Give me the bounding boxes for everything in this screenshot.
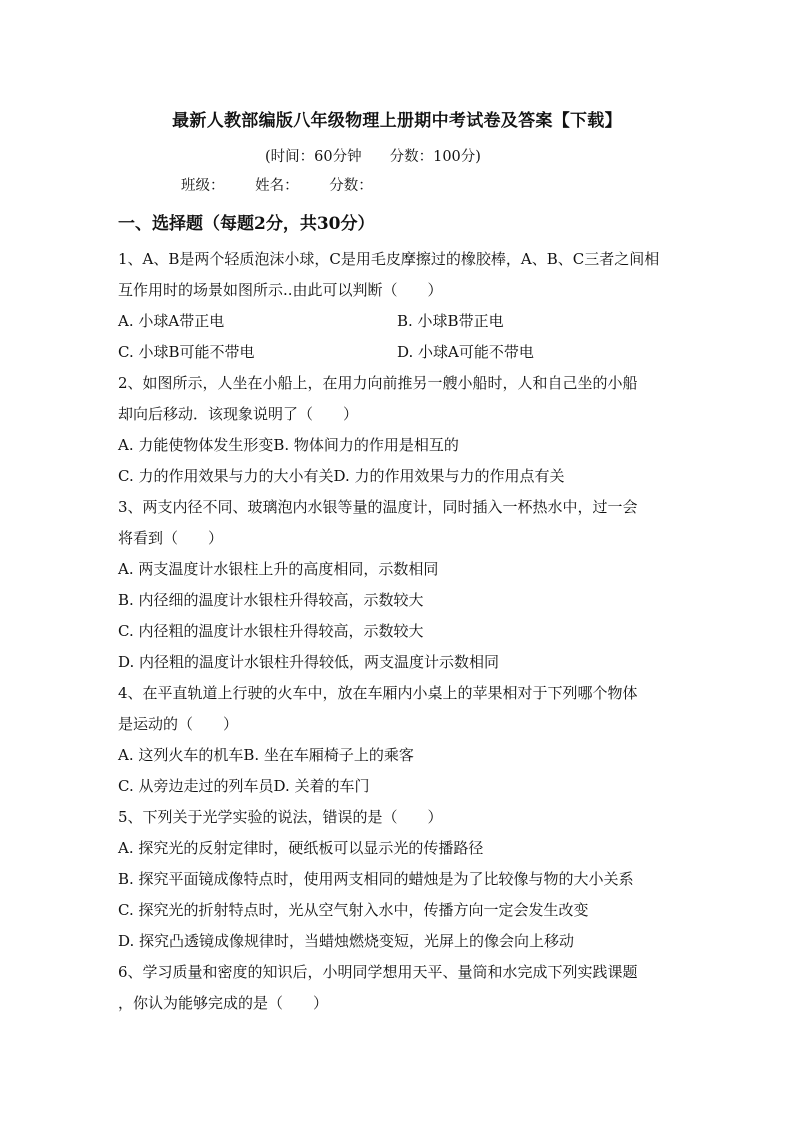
score-label: 分数： [329, 178, 373, 194]
exam-meta [265, 145, 481, 166]
class-label: 班级： [181, 178, 225, 194]
name-label: 姓名： [255, 178, 299, 194]
question-3-stem-line1: 3、两支内径不同、玻璃泡内水银等量的温度计，同时插入一杯热水中，过一会 [118, 498, 638, 516]
question-1-option-b: B. 小球B带正电 [397, 312, 504, 330]
question-6-stem-line1: 6、学习质量和密度的知识后，小明同学想用天平、量筒和水完成下列实践课题 [118, 963, 638, 981]
exam-title: 最新人教部编版八年级物理上册期中考试卷及答案【下载】 [172, 111, 622, 131]
question-4-options-ab: A. 这列火车的机车B. 坐在车厢椅子上的乘客 [118, 746, 414, 764]
question-3-option-a: A. 两支温度计水银柱上升的高度相同，示数相同 [118, 560, 439, 578]
question-2-options-ab: A. 力能使物体发生形变B. 物体间力的作用是相互的 [118, 436, 459, 454]
question-1-option-a: A. 小球A带正电 [118, 312, 225, 330]
exam-score: 分数：100分) [389, 149, 481, 165]
question-5-option-c: C. 探究光的折射特点时，光从空气射入水中，传播方向一定会发生改变 [118, 901, 589, 919]
question-5-stem: 5、下列关于光学实验的说法，错误的是（ ） [118, 808, 443, 826]
question-4-stem-line1: 4、在平直轨道上行驶的火车中，放在车厢内小桌上的苹果相对于下列哪个物体 [118, 684, 638, 702]
question-6-stem-line2: ，你认为能够完成的是（ ） [118, 994, 329, 1012]
question-3-option-b: B. 内径细的温度计水银柱升得较高，示数较大 [118, 591, 424, 609]
question-1-stem-line1: 1、A、B是两个轻质泡沫小球，C是用毛皮摩擦过的橡胶棒，A、B、C三者之间相 [118, 250, 660, 268]
question-5-option-d: D. 探究凸透镜成像规律时，当蜡烛燃烧变短，光屏上的像会向上移动 [118, 932, 575, 950]
exam-time: (时间：60分钟 [265, 149, 362, 165]
question-1-option-c: C. 小球B可能不带电 [118, 343, 255, 361]
question-2-stem-line1: 2、如图所示，人坐在小船上，在用力向前推另一艘小船时，人和自己坐的小船 [118, 374, 638, 392]
question-2-options-cd: C. 力的作用效果与力的大小有关D. 力的作用效果与力的作用点有关 [118, 467, 565, 485]
question-5-option-a: A. 探究光的反射定律时，硬纸板可以显示光的传播路径 [118, 839, 484, 857]
question-1-option-d: D. 小球A可能不带电 [397, 343, 534, 361]
question-3-option-d: D. 内径粗的温度计水银柱升得较低，两支温度计示数相同 [118, 653, 500, 671]
section-title: 一、选择题（每题2分，共30分） [118, 214, 375, 234]
question-3-stem-line2: 将看到（ ） [118, 529, 224, 547]
question-2-stem-line2: 却向后移动．该现象说明了（ ） [118, 405, 359, 423]
question-4-options-cd: C. 从旁边走过的列车员D. 关着的车门 [118, 777, 370, 795]
student-info [181, 174, 399, 195]
question-3-option-c: C. 内径粗的温度计水银柱升得较高，示数较大 [118, 622, 424, 640]
question-5-option-b: B. 探究平面镜成像特点时，使用两支相同的蜡烛是为了比较像与物的大小关系 [118, 870, 634, 888]
question-4-stem-line2: 是运动的（ ） [118, 715, 239, 733]
question-1-stem-line2: 互作用时的场景如图所示..由此可以判断（ ） [118, 281, 443, 299]
